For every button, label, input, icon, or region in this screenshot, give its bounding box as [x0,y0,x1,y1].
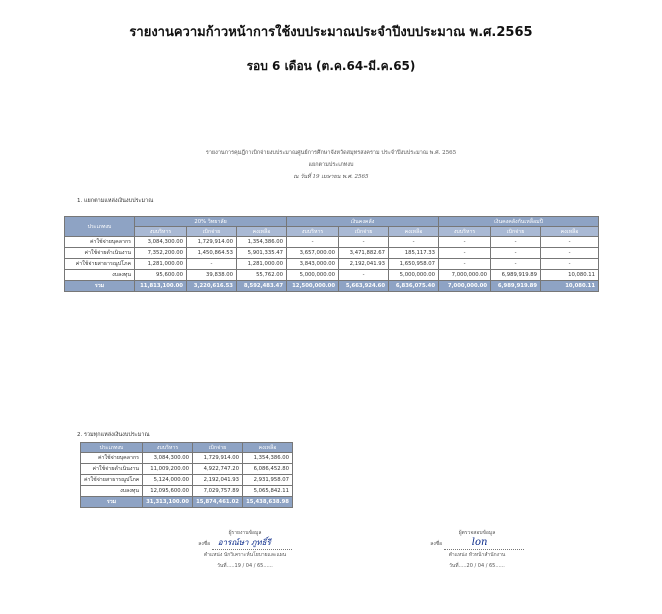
doc-caption-category: แยกตามประเภทงบ [308,162,354,168]
table-cell: 1,450,864.53 [187,248,237,259]
row-label: รวม [81,497,143,508]
table-cell: 2,931,958.07 [243,475,293,486]
table-cell: 12,095,600.00 [143,486,193,497]
signature-position: ตำแหน่ง นักวิเคราะห์นโยบายและแผน [203,552,287,558]
table-cell: 1,729,914.00 [193,453,243,464]
signature-line [212,539,292,550]
table-cell: 31,313,100.00 [143,497,193,508]
table-cell: 5,000,000.00 [287,270,339,281]
table-cell: 7,029,757.89 [193,486,243,497]
signature-prefix: ลงชื่อ [430,541,443,547]
table-cell: 3,084,300.00 [135,237,187,248]
group-header: เงินคงคลัง [287,217,439,227]
group-header: 20% วิทยาลัย [135,217,287,227]
table-cell: 185,117.33 [389,248,439,259]
table-cell: 2,192,041.93 [193,475,243,486]
sub-header: คงเหลือ [237,227,287,237]
doc-caption-title: รายงานการคุมฎีกาเบิกจ่ายงบประมาณศูนย์การศึกษาจังหวัดสมุทรสงคราม ประจำปีงบประมาณ พ.ศ. 2565 [205,150,457,156]
table-cell: - [187,259,237,270]
sub-header: เบิกจ่าย [491,227,541,237]
signature-line-row [392,539,562,550]
table-cell: 15,438,638.98 [243,497,293,508]
table-cell: 6,989,919.89 [491,281,541,292]
table-row [65,237,599,248]
table-header: งบบริหาร [143,443,193,453]
table-cell: 5,663,924.60 [339,281,389,292]
table-cell: 7,000,000.00 [439,270,491,281]
table-row [65,248,599,259]
table-cell: - [491,259,541,270]
doc-caption-date: ณ วันที่ 19 เมษายน พ.ศ. 2565 [293,174,369,180]
table-cell: - [389,237,439,248]
table-row [65,259,599,270]
table-cell: 95,600.00 [135,270,187,281]
table-row [65,270,599,281]
row-label: ค่าใช้จ่ายบุคลากร [81,453,143,464]
section-1-heading: 1. แยกตามแหล่งเงินงบประมาณ [77,198,154,204]
table-cell: - [491,248,541,259]
row-label: ค่าใช้จ่ายบุคลากร [65,237,135,248]
sub-header: งบบริหาร [439,227,491,237]
table-cell: 3,843,000.00 [287,259,339,270]
table-cell: - [339,237,389,248]
table-cell: 7,000,000.00 [439,281,491,292]
signature-block-reporter [160,528,330,572]
table-cell: 39,838.00 [187,270,237,281]
signature-date: วันที่.....20 / 04 / 65...... [449,563,505,569]
table-cell: 6,989,919.89 [491,270,541,281]
table-cell: - [287,237,339,248]
report-title: รายงานความก้าวหน้าการใช้งบประมาณประจำปีงบประมาณ พ.ศ.2565 [129,25,533,40]
signature-line-row [160,539,330,550]
table-row [81,453,293,464]
row-label: ค่าใช้จ่ายสาธารณูปโภค [81,475,143,486]
row-label: ค่าใช้จ่ายสาธารณูปโภค [65,259,135,270]
sub-header: คงเหลือ [541,227,599,237]
table-cell: 1,354,386.00 [243,453,293,464]
table-cell: 10,080.11 [541,270,599,281]
budget-total-table [80,442,293,508]
table-header: ประเภทงบ [81,443,143,453]
table-cell: 1,650,958.07 [389,259,439,270]
table-cell: - [491,237,541,248]
table-header: คงเหลือ [243,443,293,453]
handwritten-signature: อารณ์ษา ภูทธิ์รี [217,538,271,547]
row-label: ค่าใช้จ่ายดำเนินงาน [65,248,135,259]
report-subtitle: รอบ 6 เดือน (ต.ค.64-มี.ค.65) [246,59,416,73]
table-cell: 55,762.00 [237,270,287,281]
table-cell: - [541,237,599,248]
handwritten-signature: lon [471,537,488,548]
table-cell: - [541,259,599,270]
table-header: เบิกจ่าย [193,443,243,453]
table-cell: 5,000,000.00 [389,270,439,281]
table-cell: 1,281,000.00 [237,259,287,270]
table-row [81,464,293,475]
table-cell: 6,086,452.80 [243,464,293,475]
section-2-heading: 2. รวมทุกแหล่งเงินงบประมาณ [77,432,150,438]
table-cell: 5,901,335.47 [237,248,287,259]
row-label: งบลงทุน [65,270,135,281]
signature-position: ตำแหน่ง หัวหน้าสำนักงาน [448,552,506,558]
table-cell: 6,836,075.40 [389,281,439,292]
table-cell: 11,813,100.00 [135,281,187,292]
table-cell: 12,500,000.00 [287,281,339,292]
row-label: รวม [65,281,135,292]
table-cell: 1,729,914.00 [187,237,237,248]
table-cell: 7,352,200.00 [135,248,187,259]
table-row [81,475,293,486]
table-cell: 1,354,386.00 [237,237,287,248]
signature-role: ผู้ตรวจสอบข้อมูล [458,530,496,536]
table-cell: 4,922,747.20 [193,464,243,475]
table-cell: - [339,270,389,281]
table-cell: - [439,259,491,270]
sub-header: คงเหลือ [389,227,439,237]
table-row [81,486,293,497]
group-header: เงินคงคลังกันเหลื่อมปี [439,217,599,227]
signature-prefix: ลงชื่อ [198,541,211,547]
signature-line [444,539,524,550]
table-total-row [65,281,599,292]
table-cell: 3,084,300.00 [143,453,193,464]
table-cell: 15,874,461.02 [193,497,243,508]
table-cell: 5,065,842.11 [243,486,293,497]
signature-role: ผู้รายงานข้อมูล [228,530,262,536]
table-cell: 5,124,000.00 [143,475,193,486]
sub-header: งบบริหาร [287,227,339,237]
signature-block-reviewer [392,528,562,572]
budget-by-source-table [64,216,599,292]
table-cell: 2,192,041.93 [339,259,389,270]
table-total-row [81,497,293,508]
signature-date: วันที่.....19 / 04 / 65...... [217,563,273,569]
row-label: งบลงทุน [81,486,143,497]
table-cell: 11,009,200.00 [143,464,193,475]
sub-header: เบิกจ่าย [187,227,237,237]
table-cell: 3,220,616.53 [187,281,237,292]
table-cell: - [439,237,491,248]
table-cell: 3,471,882.67 [339,248,389,259]
col-budget-type: ประเภทงบ [65,217,135,237]
row-label: ค่าใช้จ่ายดำเนินงาน [81,464,143,475]
table-cell: 10,080.11 [541,281,599,292]
table-cell: 8,592,483.47 [237,281,287,292]
table-cell: - [439,248,491,259]
table-cell: - [541,248,599,259]
sub-header: งบบริหาร [135,227,187,237]
table-cell: 1,281,000.00 [135,259,187,270]
table-cell: 3,657,000.00 [287,248,339,259]
sub-header: เบิกจ่าย [339,227,389,237]
